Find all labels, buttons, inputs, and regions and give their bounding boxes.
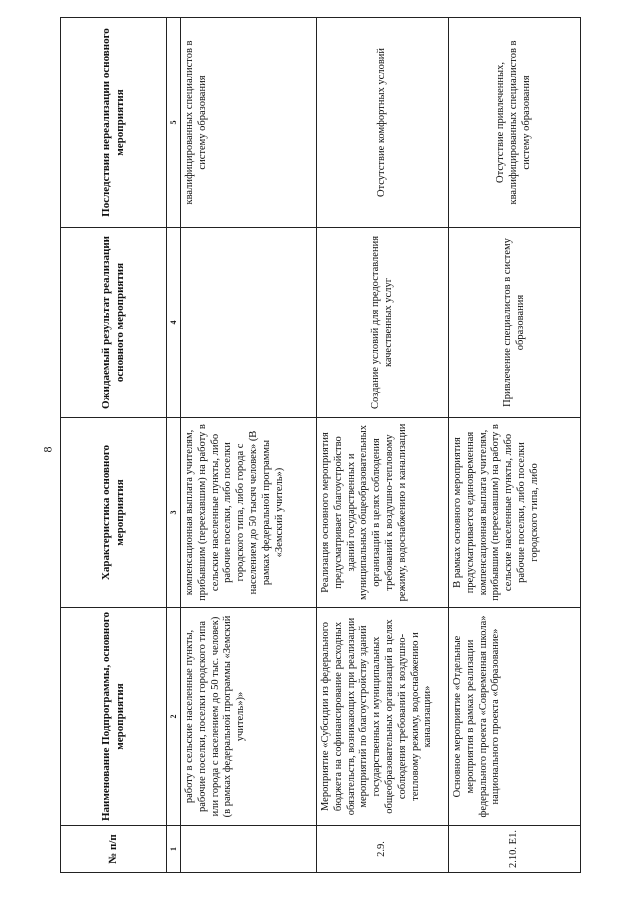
row-name: Мероприятие «Субсидии из федерального бюджета на софинансирование расходных обязательств, возникающих при реализации мероприятий по благоустройству зданий государственных и муниципальных общеобразовательных организаций в целях соблюдения требований к воздушно-тепловому режиму, водоснабжению и канализации» <box>317 608 449 826</box>
rotated-page <box>60 18 580 873</box>
row-consequence: Отсутствие комфортных условий <box>317 18 449 228</box>
row-characteristic: Реализация основного мероприятия предусматривает благоустройство зданий государственных и муниципальных общеобразовательных организаций в целях соблюдения требований к воздушно-тепловому режиму, водоснабжению и канализации <box>317 418 449 608</box>
header-no: № п/п <box>61 826 167 873</box>
table-row <box>181 18 317 873</box>
page-number: 8 <box>40 446 55 453</box>
row-result: Создание условий для предоставления качественных услуг <box>317 228 449 418</box>
table-row <box>317 18 449 873</box>
row-consequence: Отсутствие привлеченных, квалифицированных специалистов в систему образования <box>449 18 581 228</box>
row-name: работу в сельские населенные пункты, рабочие поселки, поселки городского типа или города с населением до 50 тыс. человек) (в рамках федеральной программы «Земский учитель»)» <box>181 608 317 826</box>
table-row <box>449 18 581 873</box>
header-expected-result: Ожидаемый результат реализации основного мероприятия <box>61 228 167 418</box>
header-name: Наименование Подпрограммы, основного мероприятия <box>61 608 167 826</box>
header-consequence: Последствия нереализации основного мероприятия <box>61 18 167 228</box>
row-name: Основное мероприятие «Отдельные мероприятия в рамках реализации федерального проекта «Современная школа» национального проекта «Образование» <box>449 608 581 826</box>
column-number: 2 <box>167 608 181 826</box>
row-characteristic: В рамках основного мероприятия предусматривается единовременная компенсационная выплата учителям, прибывшим (переехавшим) на работу в сельские населенные пункты, либо рабочие поселки, либо поселки городского типа, либо <box>449 418 581 608</box>
row-number: 2.9. <box>317 826 449 873</box>
column-number: 4 <box>167 228 181 418</box>
row-consequence: квалифицированных специалистов в систему образования <box>181 18 317 228</box>
row-number: 2.10. Е1. <box>449 826 581 873</box>
column-number-row <box>167 18 181 873</box>
column-number: 5 <box>167 18 181 228</box>
row-result: Привлечение специалистов в систему образования <box>449 228 581 418</box>
header-characteristic: Характеристика основного мероприятия <box>61 418 167 608</box>
column-number: 3 <box>167 418 181 608</box>
row-characteristic: компенсационная выплата учителям, прибывшим (переехавшим) на работу в сельские населенные пункты, либо рабочие поселки, либо поселки городского типа, либо города с населением до 50 тысяч человек» (В рамках федеральной программы «Земский учитель») <box>181 418 317 608</box>
activities-table <box>60 17 581 873</box>
header-row <box>61 18 167 873</box>
column-number: 1 <box>167 826 181 873</box>
row-number <box>181 826 317 873</box>
row-result <box>181 228 317 418</box>
